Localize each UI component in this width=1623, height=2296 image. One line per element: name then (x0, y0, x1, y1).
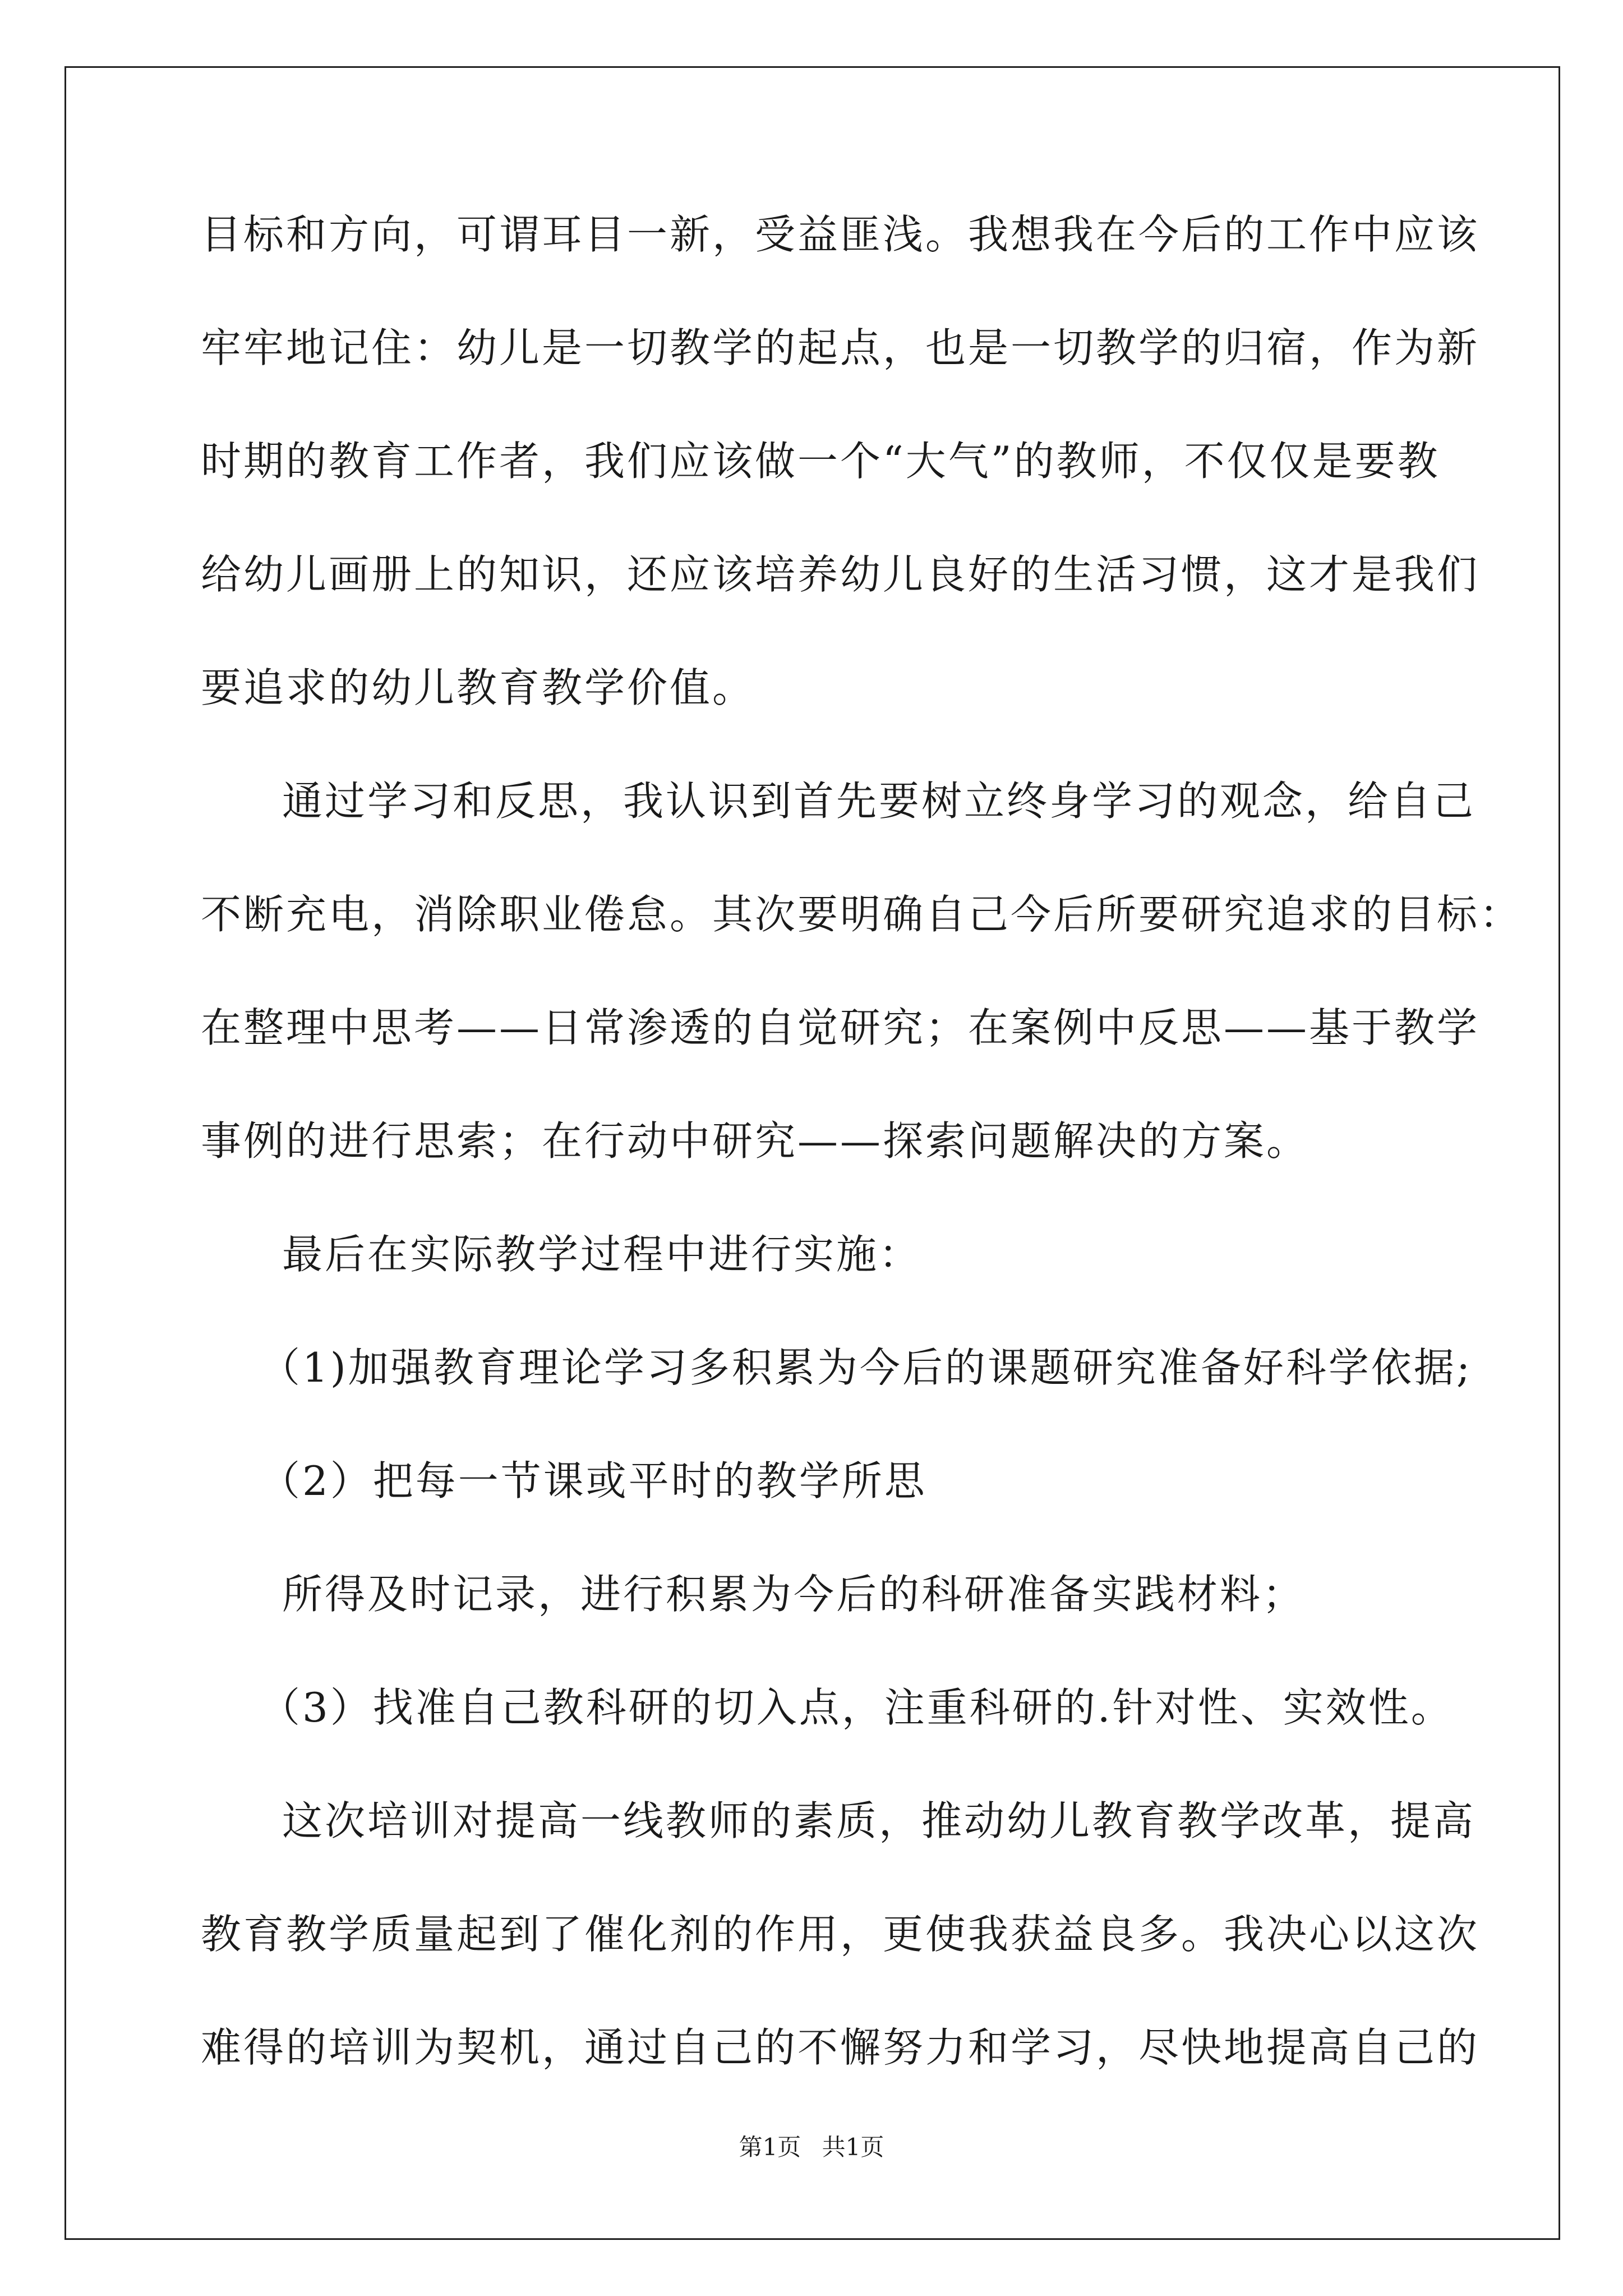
page-footer (0, 2129, 1623, 2162)
text-line-9: 事例的进行思索；在行动中研究——探索问题解决的方案。 (201, 1117, 1310, 1165)
text-line-7: 不断充电，消除职业倦怠。其次要明确自己今后所要研究追求的目标： (201, 891, 1523, 938)
list-item-3: （3）找准自己教科研的切入点，注重科研的.针对性、实效性。 (260, 1684, 1454, 1731)
text-line-8: 在整理中思考——日常渗透的自觉研究；在案例中反思——基于教学 (201, 1004, 1480, 1051)
list-item-2: （2）把每一节课或平时的教学所思 (260, 1457, 927, 1504)
text-line-2: 牢牢地记住：幼儿是一切教学的起点，也是一切教学的归宿，作为新 (201, 324, 1480, 371)
list-item-2-continued: 所得及时记录，进行积累为今后的科研准备实践材料； (282, 1571, 1306, 1618)
paragraph-start-line: 最后在实际教学过程中进行实施： (282, 1231, 922, 1278)
text-line-3: 时期的教育工作者，我们应该做一个“大气”的教师，不仅仅是要教 (201, 438, 1440, 485)
text-line-17: 难得的培训为契机，通过自己的不懈努力和学习，尽快地提高自己的 (201, 2024, 1480, 2071)
text-line-5: 要追求的幼儿教育教学价值。 (201, 664, 755, 711)
page-number: 第1页 (739, 2133, 801, 2161)
paragraph-start-line: 通过学习和反思，我认识到首先要树立终身学习的观念，给自己 (282, 777, 1476, 825)
paragraph-start-line: 这次培训对提高一线教师的素质，推动幼儿教育教学改革，提高 (282, 1797, 1476, 1844)
text-line-16: 教育教学质量起到了催化剂的作用，更使我获益良多。我决心以这次 (201, 1911, 1480, 1958)
text-line-4: 给幼儿画册上的知识，还应该培养幼儿良好的生活习惯，这才是我们 (201, 551, 1480, 598)
list-item-1: （1)加强教育理论学习多积累为今后的课题研究准备好科学依据; (260, 1344, 1473, 1391)
page-total: 共1页 (822, 2133, 884, 2161)
text-line-1: 目标和方向，可谓耳目一新，受益匪浅。我想我在今后的工作中应该 (201, 211, 1480, 258)
